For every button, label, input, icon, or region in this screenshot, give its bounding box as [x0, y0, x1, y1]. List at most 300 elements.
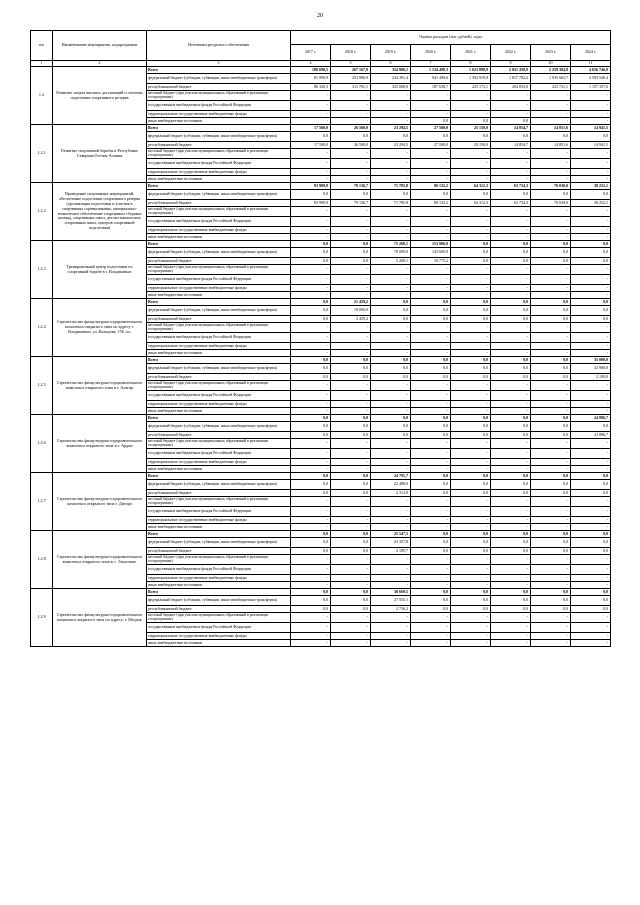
funding-value: 0,0 [411, 490, 451, 497]
funding-value: - [571, 524, 611, 531]
funding-value: - [491, 466, 531, 473]
funding-value: - [331, 640, 371, 647]
funding-value: - [331, 391, 371, 401]
table-row [31, 125, 611, 132]
funding-value: - [371, 101, 411, 111]
funding-value: 0,0 [411, 132, 451, 142]
column-number: 2 [53, 61, 147, 67]
funding-value: 0,0 [291, 190, 331, 200]
funding-value: - [491, 285, 531, 292]
funding-value: - [491, 234, 531, 241]
funding-value: 1 157 357,6 [571, 84, 611, 91]
header-source: Источники ресурсного обеспечения [147, 31, 291, 61]
funding-value: 2 313,9 [371, 490, 411, 497]
column-number: 9 [491, 61, 531, 67]
funding-value: 14 851,6 [531, 125, 571, 132]
funding-value: - [291, 227, 331, 234]
funding-value: - [571, 565, 611, 575]
funding-value: 0,0 [571, 473, 611, 480]
funding-value: - [491, 623, 531, 633]
funding-value: - [571, 343, 611, 350]
funding-value: - [291, 497, 331, 507]
funding-value: - [371, 169, 411, 176]
funding-value: 25 150,0 [451, 142, 491, 149]
funding-source: федеральный бюджет (субсидии, субвенции, иные межбюджетные трансферты) [147, 364, 291, 374]
funding-source: республиканский бюджет [147, 84, 291, 91]
funding-source: государственные внебюджетные фонды Российской Федерации [147, 391, 291, 401]
funding-value: 0,0 [291, 473, 331, 480]
funding-value: 63 734,3 [491, 200, 531, 207]
funding-value: - [371, 497, 411, 507]
funding-value: 0,0 [491, 473, 531, 480]
funding-value: 14 941,5 [571, 142, 611, 149]
funding-value: - [491, 111, 531, 118]
funding-source: государственные внебюджетные фонды Российской Федерации [147, 333, 291, 343]
funding-source: территориальные государственные внебюджетные фонды [147, 343, 291, 350]
funding-value: - [291, 292, 331, 299]
funding-value: - [491, 408, 531, 415]
funding-source: территориальные государственные внебюджетные фонды [147, 169, 291, 176]
funding-value: 0,0 [491, 241, 531, 248]
funding-value: - [411, 381, 451, 391]
column-number: 3 [147, 61, 291, 67]
funding-value: - [371, 439, 411, 449]
funding-value: 0,0 [491, 316, 531, 323]
funding-value: - [411, 524, 451, 531]
funding-value: 0,0 [571, 596, 611, 606]
funding-value: 0,0 [491, 258, 531, 265]
table-row [31, 531, 611, 538]
funding-value: - [571, 265, 611, 275]
funding-source: Всего [147, 125, 291, 132]
funding-value: - [371, 159, 411, 169]
funding-value: - [291, 391, 331, 401]
funding-value: - [411, 343, 451, 350]
funding-source: Всего [147, 67, 291, 74]
funding-value: - [531, 149, 571, 159]
funding-value: - [571, 118, 611, 125]
funding-value: 0,0 [491, 415, 531, 422]
funding-value: 0,0 [331, 415, 371, 422]
funding-value: 0,0 [571, 190, 611, 200]
funding-value: - [291, 524, 331, 531]
funding-value: - [451, 343, 491, 350]
funding-value: - [531, 176, 571, 183]
funding-value: - [491, 575, 531, 582]
funding-source: иные внебюджетные источники [147, 408, 291, 415]
funding-value: - [491, 333, 531, 343]
funding-value: - [451, 207, 491, 217]
funding-source: республиканский бюджет [147, 374, 291, 381]
funding-value: - [371, 91, 411, 101]
funding-value: 64 312,3 [451, 200, 491, 207]
funding-value: 38 252,1 [571, 183, 611, 190]
funding-source: территориальные государственные внебюджетные фонды [147, 401, 291, 408]
funding-value: - [451, 524, 491, 531]
funding-value: 0,0 [571, 248, 611, 258]
funding-value: - [411, 323, 451, 333]
funding-value: - [451, 111, 491, 118]
funding-value: 0,0 [331, 432, 371, 439]
funding-value: 325 008,0 [371, 84, 411, 91]
funding-value: - [371, 565, 411, 575]
funding-value: - [331, 285, 371, 292]
funding-value: - [291, 149, 331, 159]
funding-value: - [451, 439, 491, 449]
funding-value: 0,0 [331, 473, 371, 480]
funding-value: 0,0 [531, 422, 571, 432]
funding-source: государственные внебюджетные фонды Российской Федерации [147, 275, 291, 285]
funding-value: - [371, 408, 411, 415]
funding-value: - [491, 265, 531, 275]
funding-value: - [531, 555, 571, 565]
funding-value: 27 500,0 [411, 142, 451, 149]
funding-value: 0,0 [491, 299, 531, 306]
funding-value: 32 900,0 [571, 364, 611, 374]
funding-source: федеральный бюджет (субсидии, субвенции, иные межбюджетные трансферты) [147, 306, 291, 316]
funding-value: 0,0 [531, 432, 571, 439]
funding-source: федеральный бюджет (субсидии, субвенции, иные межбюджетные трансферты) [147, 538, 291, 548]
funding-value: - [531, 623, 571, 633]
funding-source: федеральный бюджет (субсидии, субвенции, иные межбюджетные трансферты) [147, 422, 291, 432]
funding-value: 0,0 [291, 596, 331, 606]
funding-source: федеральный бюджет (субсидии, субвенции, иные межбюджетные трансферты) [147, 248, 291, 258]
funding-value: - [571, 613, 611, 623]
funding-value: - [531, 118, 571, 125]
funding-value: - [531, 408, 571, 415]
funding-value: 0,0 [411, 357, 451, 364]
funding-value: - [411, 401, 451, 408]
funding-value: 0,0 [531, 490, 571, 497]
header-number: п/п [31, 31, 53, 61]
funding-value: 0,0 [451, 596, 491, 606]
funding-source: местный бюджет (при участии муниципальных образований в реализации госпрограммы) [147, 381, 291, 391]
funding-value: 0,0 [571, 306, 611, 316]
funding-value: - [291, 159, 331, 169]
funding-value: - [411, 333, 451, 343]
funding-value: 38 252,1 [571, 200, 611, 207]
funding-value: - [411, 391, 451, 401]
funding-value: 0,0 [451, 538, 491, 548]
funding-value: - [571, 149, 611, 159]
funding-value: 71 785,8 [371, 183, 411, 190]
funding-value: 14 854,7 [491, 142, 531, 149]
funding-value: - [371, 111, 411, 118]
funding-value: 80 132,2 [411, 183, 451, 190]
funding-value: - [291, 343, 331, 350]
funding-value: 0,0 [371, 432, 411, 439]
funding-source: республиканский бюджет [147, 316, 291, 323]
header-year: 2020 г. [411, 45, 451, 61]
funding-value: - [331, 517, 371, 524]
funding-value: 21 459,2 [331, 299, 371, 306]
funding-value: - [331, 582, 371, 589]
funding-value: - [571, 101, 611, 111]
funding-value: - [411, 169, 451, 176]
funding-value: 0,0 [531, 357, 571, 364]
funding-value: 0,0 [331, 480, 371, 490]
funding-value: - [491, 582, 531, 589]
funding-value: - [371, 176, 411, 183]
funding-value: 0,0 [411, 422, 451, 432]
funding-value: - [371, 459, 411, 466]
header-year: 2021 г. [451, 45, 491, 61]
funding-value: 26 500,0 [331, 125, 371, 132]
funding-value: 23 886,7 [571, 432, 611, 439]
funding-value: 225 173,1 [451, 84, 491, 91]
funding-value: 0,0 [291, 299, 331, 306]
funding-value: - [331, 292, 371, 299]
funding-value: 187 638,7 [411, 84, 451, 91]
funding-value: 0,0 [291, 357, 331, 364]
funding-value: - [371, 466, 411, 473]
funding-value: 0,0 [571, 132, 611, 142]
funding-value: 25 547,5 [371, 531, 411, 538]
funding-value: - [291, 449, 331, 459]
table-row [31, 241, 611, 248]
funding-value: - [531, 381, 571, 391]
funding-value: 1 935 663,7 [531, 74, 571, 84]
funding-source: государственные внебюджетные фонды Российской Федерации [147, 217, 291, 227]
funding-value: - [531, 333, 571, 343]
funding-value: 153 906,0 [411, 241, 451, 248]
funding-value: 204 053,0 [491, 84, 531, 91]
funding-value: 0,0 [411, 432, 451, 439]
funding-value: - [411, 613, 451, 623]
column-number: 1 [31, 61, 53, 67]
funding-value: - [571, 517, 611, 524]
funding-value: - [411, 449, 451, 459]
funding-value: - [491, 323, 531, 333]
funding-value: - [371, 265, 411, 275]
funding-value: - [531, 217, 571, 227]
funding-value: - [331, 217, 371, 227]
funding-value: - [371, 149, 411, 159]
funding-value: - [291, 285, 331, 292]
funding-value: 0,0 [451, 357, 491, 364]
funding-value: 0,0 [291, 415, 331, 422]
funding-value: 0,0 [411, 548, 451, 555]
funding-value: - [371, 507, 411, 517]
measure-number: 1.2.2 [31, 183, 53, 241]
funding-value: - [411, 582, 451, 589]
funding-source: Всего [147, 241, 291, 248]
funding-value: - [491, 149, 531, 159]
funding-value: - [331, 401, 371, 408]
funding-value: 0,0 [331, 538, 371, 548]
header-measure-name: Наименование мероприятия, подпрограммы [53, 31, 147, 61]
funding-value: - [331, 333, 371, 343]
funding-source: территориальные государственные внебюджетные фонды [147, 633, 291, 640]
funding-value: 0,0 [331, 531, 371, 538]
funding-source: местный бюджет (при участии муниципальных образований в реализации госпрограммы) [147, 207, 291, 217]
funding-value: 0,0 [451, 316, 491, 323]
funding-value: 0,0 [371, 316, 411, 323]
funding-value: 3 503 540,4 [571, 74, 611, 84]
funding-value: 0,0 [331, 132, 371, 142]
funding-value: - [371, 285, 411, 292]
funding-value: - [371, 207, 411, 217]
funding-value: - [291, 217, 331, 227]
funding-value: - [291, 169, 331, 176]
funding-value: - [331, 159, 371, 169]
funding-source: иные внебюджетные источники [147, 234, 291, 241]
funding-value: - [291, 623, 331, 633]
funding-value: - [491, 497, 531, 507]
funding-value: 0,0 [451, 258, 491, 265]
funding-value: 0,0 [531, 241, 571, 248]
funding-value: 2 259 384,8 [531, 67, 571, 74]
funding-value: - [451, 517, 491, 524]
funding-value: 0,0 [451, 299, 491, 306]
funding-value: - [571, 350, 611, 357]
funding-value: - [411, 517, 451, 524]
funding-value: - [451, 101, 491, 111]
funding-value: 0,0 [451, 606, 491, 613]
funding-source: республиканский бюджет [147, 432, 291, 439]
funding-value: 0,0 [491, 132, 531, 142]
funding-value: 1 134 498,3 [411, 67, 451, 74]
funding-value: 14 854,7 [491, 125, 531, 132]
funding-value: - [371, 343, 411, 350]
funding-value: - [331, 381, 371, 391]
funding-source: государственные внебюджетные фонды Российской Федерации [147, 507, 291, 517]
funding-value: 0,0 [531, 415, 571, 422]
measure-number: 1.2.9 [31, 589, 53, 647]
funding-value: 0,0 [451, 374, 491, 381]
funding-value: 0,0 [531, 306, 571, 316]
measure-name: Развитие спорта высших достижений и системы подготовки спортивного резерва [53, 67, 147, 125]
funding-value: - [451, 623, 491, 633]
funding-value: - [371, 401, 411, 408]
funding-value: - [451, 265, 491, 275]
funding-value: 0,0 [571, 299, 611, 306]
funding-value: 0,0 [291, 241, 331, 248]
funding-value: - [491, 343, 531, 350]
funding-source: федеральный бюджет (субсидии, субвенции, иные межбюджетные трансферты) [147, 480, 291, 490]
funding-value: - [331, 350, 371, 357]
funding-source: Всего [147, 531, 291, 538]
funding-value: - [531, 507, 571, 517]
funding-value: - [371, 323, 411, 333]
funding-value: - [491, 292, 531, 299]
funding-value: - [411, 285, 451, 292]
funding-value: 70 030,0 [531, 200, 571, 207]
funding-value: 0,0 [531, 531, 571, 538]
funding-value: - [491, 169, 531, 176]
table-row [31, 473, 611, 480]
funding-value: - [571, 439, 611, 449]
funding-value: - [291, 613, 331, 623]
funding-value: - [291, 517, 331, 524]
funding-value: 24 791,7 [371, 473, 411, 480]
funding-value: - [411, 149, 451, 159]
funding-source: федеральный бюджет (субсидии, субвенции, иные межбюджетные трансферты) [147, 132, 291, 142]
funding-value: - [491, 207, 531, 217]
funding-value: 0,0 [411, 473, 451, 480]
funding-value: - [331, 234, 371, 241]
funding-value: 4 656 746,0 [571, 67, 611, 74]
funding-value: 0,0 [531, 316, 571, 323]
funding-value: - [571, 401, 611, 408]
funding-value: - [291, 323, 331, 333]
funding-value: - [451, 565, 491, 575]
funding-value: 14 941,5 [571, 125, 611, 132]
funding-value: - [451, 217, 491, 227]
funding-value: - [411, 91, 451, 101]
funding-value: 0,0 [331, 374, 371, 381]
funding-value: 0,0 [331, 606, 371, 613]
measure-number: 1.2.1 [31, 125, 53, 183]
funding-value: 0,0 [291, 606, 331, 613]
funding-value: 0,0 [491, 190, 531, 200]
funding-value: 0,0 [531, 190, 571, 200]
funding-value: - [531, 459, 571, 466]
funding-value: 0,0 [491, 422, 531, 432]
funding-value: - [371, 517, 411, 524]
funding-value: - [571, 169, 611, 176]
funding-value: - [291, 466, 331, 473]
measure-number: 1.2 [31, 67, 53, 125]
funding-value: 0,0 [571, 589, 611, 596]
funding-value: - [411, 265, 451, 275]
funding-value: 63 734,3 [491, 183, 531, 190]
funding-value: 0,0 [331, 548, 371, 555]
funding-value: 0,0 [491, 306, 531, 316]
funding-value: - [411, 101, 451, 111]
funding-source: иные внебюджетные источники [147, 582, 291, 589]
funding-value: - [411, 459, 451, 466]
funding-value: 0,0 [371, 132, 411, 142]
funding-source: Всего [147, 299, 291, 306]
funding-value: - [411, 159, 451, 169]
funding-value: - [571, 507, 611, 517]
funding-value: - [571, 234, 611, 241]
measure-number: 1.2.7 [31, 473, 53, 531]
measure-number: 1.2.8 [31, 531, 53, 589]
funding-source: республиканский бюджет [147, 142, 291, 149]
funding-value: - [571, 323, 611, 333]
header-row [31, 31, 611, 45]
funding-value: 23 294,5 [371, 125, 411, 132]
funding-value: - [411, 217, 451, 227]
funding-value: - [371, 333, 411, 343]
funding-value: - [451, 507, 491, 517]
funding-value: - [331, 111, 371, 118]
funding-value: - [331, 323, 371, 333]
funding-value: 354 906,1 [371, 67, 411, 74]
funding-value: - [371, 118, 411, 125]
header-year: 2024 г. [571, 45, 611, 61]
funding-value: 0,0 [371, 415, 411, 422]
funding-value: - [371, 582, 411, 589]
funding-value: 0,0 [411, 538, 451, 548]
funding-value: 0,0 [531, 473, 571, 480]
funding-value: - [491, 524, 531, 531]
funding-value: 0,0 [491, 432, 531, 439]
funding-value: - [331, 101, 371, 111]
funding-value: 253 996,9 [331, 74, 371, 84]
funding-value: - [491, 439, 531, 449]
measure-name: Строительство физкультурно-оздоровительного комплекса открытого типа г. Дигора [53, 473, 147, 531]
funding-value: 0,0 [451, 589, 491, 596]
funding-value: 0,0 [331, 364, 371, 374]
funding-value: - [451, 449, 491, 459]
funding-value: 0,0 [291, 306, 331, 316]
funding-value: 2 189,7 [371, 548, 411, 555]
funding-value: 0,0 [531, 374, 571, 381]
funding-value: - [371, 524, 411, 531]
